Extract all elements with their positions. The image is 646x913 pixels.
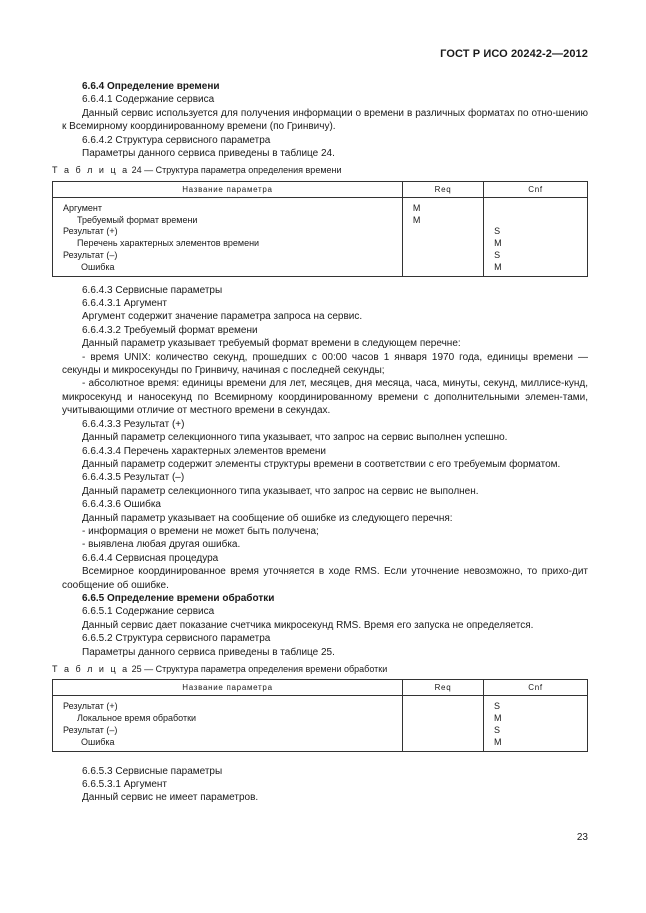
section-heading-6-6-5: 6.6.5 Определение времени обработки bbox=[82, 592, 275, 604]
param-name: Результат (–) bbox=[63, 725, 118, 735]
table-25 bbox=[52, 679, 588, 751]
column-req bbox=[402, 197, 483, 276]
header-name: Название параметра bbox=[53, 181, 403, 197]
list-item: - время UNIX: количество секунд, прошедших с 00:00 часов 1 января 1970 года, единицы времени — секунды и микросекунды по Гринвичу, начиная с последней секунды; bbox=[62, 351, 588, 377]
cnf-value: M bbox=[494, 713, 502, 724]
caption-text: 25 — Структура параметра определения времени обработки bbox=[131, 664, 388, 674]
column-cnf bbox=[484, 197, 588, 276]
param-name: Аргумент bbox=[63, 202, 102, 213]
param-name: Перечень характерных элементов времени bbox=[77, 238, 260, 249]
cnf-value: M bbox=[494, 736, 502, 747]
column-req bbox=[402, 696, 483, 751]
paragraph: 6.6.4.3.4 Перечень характерных элементов времени bbox=[82, 445, 326, 457]
table-24 bbox=[52, 181, 588, 277]
paragraph: 6.6.4.3.6 Ошибка bbox=[82, 499, 161, 511]
cnf-value: M bbox=[494, 238, 502, 249]
param-name: Локальное время обработки bbox=[77, 713, 197, 724]
paragraph: Данный параметр указывает на сообщение об ошибке из следующего перечня: bbox=[82, 512, 453, 524]
table-body-row bbox=[53, 696, 588, 751]
cnf-value: S bbox=[494, 250, 501, 261]
cnf-value: S bbox=[494, 226, 501, 237]
paragraph: Параметры данного сервиса приведены в таблице 25. bbox=[82, 646, 335, 658]
page-number: 23 bbox=[576, 832, 588, 843]
paragraph: 6.6.4.3.3 Результат (+) bbox=[82, 418, 185, 430]
param-name: Требуемый формат времени bbox=[77, 214, 198, 225]
table-body-row bbox=[53, 197, 588, 276]
caption-prefix: Т а б л и ц а bbox=[52, 664, 130, 674]
paragraph: Данный параметр указывает требуемый формат времени в следующем перечне: bbox=[82, 338, 461, 350]
paragraph: Аргумент содержит значение параметра запроса на сервис. bbox=[82, 311, 363, 323]
paragraph: Данный параметр содержит элементы структуры времени в соответствии с его требуемым форматом. bbox=[82, 458, 561, 470]
list-item: - выявлена любая другая ошибка. bbox=[82, 539, 241, 551]
param-name: Ошибка bbox=[81, 736, 115, 747]
param-name: Результат (–) bbox=[63, 250, 118, 261]
paragraph: Параметры данного сервиса приведены в таблице 24. bbox=[82, 148, 335, 160]
req-value: M bbox=[412, 214, 421, 225]
paragraph: 6.6.4.3 Сервисные параметры bbox=[82, 284, 223, 296]
paragraph: 6.6.5.1 Содержание сервиса bbox=[82, 606, 215, 618]
paragraph: 6.6.4.3.5 Результат (–) bbox=[82, 472, 185, 484]
paragraph: 6.6.4.2 Структура сервисного параметра bbox=[82, 134, 271, 146]
paragraph: Данный сервис дает показание счетчика микросекунд RMS. Время его запуска не определяется. bbox=[82, 619, 534, 631]
param-name: Результат (+) bbox=[63, 701, 118, 712]
header-name: Название параметра bbox=[53, 680, 403, 696]
cnf-value: S bbox=[494, 701, 501, 712]
param-name: Результат (+) bbox=[63, 226, 118, 237]
paragraph: Данный сервис не имеет параметров. bbox=[82, 792, 259, 804]
paragraph: 6.6.5.2 Структура сервисного параметра bbox=[82, 633, 271, 645]
section-heading-6-6-4: 6.6.4 Определение времени bbox=[82, 81, 220, 92]
paragraph: 6.6.4.3.1 Аргумент bbox=[82, 298, 168, 310]
header-cnf: Cnf bbox=[484, 680, 588, 696]
paragraph: Всемирное координированное время уточняется в ходе RMS. Если уточнение невозможно, то прихо-дит сообщение об ошибке. bbox=[62, 566, 588, 591]
list-item: - абсолютное время: единицы времени для лет, месяцев, дня месяца, часа, минуты, секунд, миллисе-кунд, микросекунд и наносекунд по Всемирному координированному времени с дополнительными элемен-тами, учитывающими отличие от местного времени в секундах. bbox=[62, 378, 588, 417]
page-content bbox=[52, 80, 588, 805]
table-24-caption bbox=[52, 164, 588, 177]
param-name: Ошибка bbox=[81, 261, 115, 272]
caption-text: 24 — Структура параметра определения времени bbox=[131, 165, 342, 176]
list-item: - информация о времени не может быть получена; bbox=[82, 525, 319, 537]
req-value: M bbox=[412, 202, 421, 213]
header-cnf: Cnf bbox=[484, 181, 588, 197]
paragraph: 6.6.4.1 Содержание сервиса bbox=[82, 94, 215, 106]
paragraph: 6.6.4.4 Сервисная процедура bbox=[82, 552, 219, 564]
paragraph: 6.6.5.3 Сервисные параметры bbox=[82, 765, 223, 777]
table-header-row bbox=[53, 181, 588, 197]
cnf-value: M bbox=[494, 261, 502, 272]
caption-prefix: Т а б л и ц а bbox=[52, 165, 130, 176]
table-25-caption bbox=[52, 663, 588, 676]
paragraph: Данный параметр селекционного типа указывает, что запрос на сервис не выполнен. bbox=[82, 485, 479, 497]
paragraph: 6.6.4.3.2 Требуемый формат времени bbox=[82, 324, 258, 336]
header-req: Req bbox=[402, 680, 483, 696]
document-header: ГОСТ Р ИСО 20242-2—2012 bbox=[440, 48, 588, 60]
paragraph: 6.6.5.3.1 Аргумент bbox=[82, 779, 168, 790]
header-req: Req bbox=[402, 181, 483, 197]
cnf-value: S bbox=[494, 725, 501, 735]
column-cnf bbox=[484, 696, 588, 751]
paragraph: Данный сервис используется для получения информации о времени в различных форматах по отно-шению к Всемирному координированному времени (по Гринвичу). bbox=[62, 107, 588, 133]
table-header-row bbox=[53, 680, 588, 696]
column-name bbox=[53, 696, 403, 751]
paragraph: Данный параметр селекционного типа указывает, что запрос на сервис выполнен успешно. bbox=[82, 432, 508, 444]
column-name bbox=[53, 197, 403, 276]
